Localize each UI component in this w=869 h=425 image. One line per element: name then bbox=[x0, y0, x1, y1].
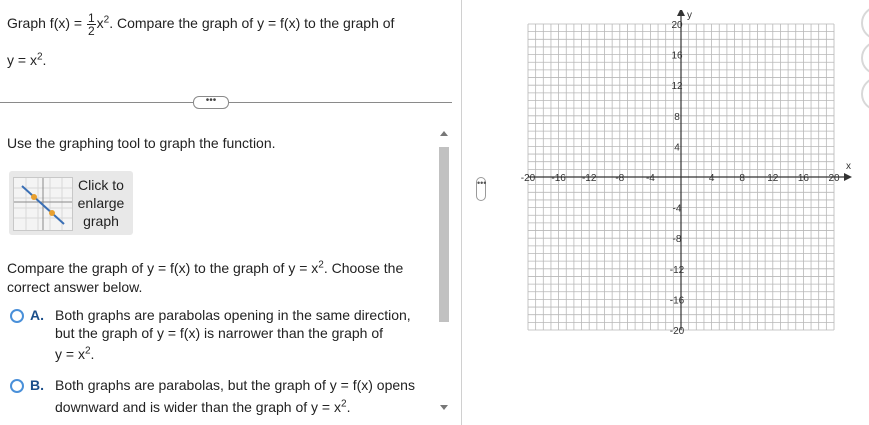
option-b-line2-text: downward and is wider than the graph of y = x bbox=[55, 399, 342, 415]
coordinate-graph[interactable] bbox=[518, 10, 858, 350]
enlarge-graph-label bbox=[75, 176, 127, 230]
question-text-line2 bbox=[7, 52, 46, 69]
graph-thumbnail-icon bbox=[14, 178, 72, 230]
x-axis-arrow bbox=[844, 173, 852, 181]
fraction-denominator: 2 bbox=[87, 24, 95, 38]
x-tick-label: -8 bbox=[615, 173, 625, 184]
instruction-text: Use the graphing tool to graph the function. bbox=[7, 135, 276, 151]
y-axis-arrow bbox=[677, 10, 685, 16]
option-a-line3[interactable] bbox=[55, 346, 94, 363]
enlarge-label-line3: graph bbox=[83, 213, 119, 229]
option-a-letter: A. bbox=[30, 307, 44, 323]
option-b-exponent: 2 bbox=[341, 398, 347, 410]
enlarge-graph-button[interactable] bbox=[9, 171, 133, 235]
scrollbar-thumb[interactable] bbox=[439, 147, 449, 322]
enlarge-label-line2: enlarge bbox=[77, 195, 125, 211]
option-a-line3-end: . bbox=[90, 346, 95, 362]
compare-line1: Compare the graph of y = f(x) to the graph of y = x bbox=[7, 260, 319, 276]
y-tick-label: 12 bbox=[671, 81, 683, 93]
compare-line1-end: . Choose the bbox=[323, 260, 404, 276]
option-a-exponent: 2 bbox=[84, 345, 91, 357]
question-exponent: 2 bbox=[103, 14, 110, 26]
question-suffix: . Compare the graph of y = f(x) to the graph of bbox=[109, 15, 395, 32]
graph-tick-labels bbox=[521, 20, 840, 337]
x-tick-label: 8 bbox=[739, 173, 745, 184]
option-b-line2[interactable] bbox=[55, 399, 350, 416]
option-b-line1[interactable]: Both graphs are parabolas, but the graph of y = f(x) opens bbox=[55, 377, 415, 393]
x-tick-label: -4 bbox=[645, 173, 655, 184]
compare-text-line2: correct answer below. bbox=[7, 279, 143, 295]
pane-separator bbox=[461, 0, 462, 425]
option-a-line3-text: y = x bbox=[55, 346, 85, 362]
question-variable: x bbox=[96, 15, 104, 32]
y-tick-label: 4 bbox=[674, 142, 680, 154]
question-line2: y = x bbox=[7, 52, 37, 68]
more-button[interactable]: ••• bbox=[193, 96, 229, 109]
option-b-radio[interactable] bbox=[10, 379, 24, 393]
y-tick-label: -16 bbox=[669, 295, 685, 307]
y-tick-label: -4 bbox=[672, 203, 682, 215]
y-tick-label: -12 bbox=[669, 264, 685, 276]
x-tick-label: 16 bbox=[797, 173, 809, 184]
x-tick-label: -12 bbox=[581, 173, 597, 184]
x-tick-label: -16 bbox=[551, 173, 566, 184]
option-b-line2-end: . bbox=[346, 399, 351, 415]
option-a-line2[interactable]: but the graph of y = f(x) is narrower than the graph of bbox=[55, 325, 384, 341]
edge-control-3[interactable] bbox=[861, 77, 869, 111]
y-tick-label: -20 bbox=[669, 326, 685, 337]
option-a-radio[interactable] bbox=[10, 309, 24, 323]
question-line2-exponent: 2 bbox=[36, 51, 43, 63]
enlarge-label-line1: Click to bbox=[78, 177, 124, 193]
x-axis-label: x bbox=[846, 161, 851, 172]
pane-splitter-handle[interactable]: ••• bbox=[476, 177, 486, 201]
y-tick-label: -8 bbox=[672, 234, 682, 246]
graph-thumbnail-image bbox=[13, 177, 73, 231]
option-a-line1[interactable]: Both graphs are parabolas opening in the same direction, bbox=[55, 307, 411, 323]
x-tick-label: -20 bbox=[520, 173, 536, 184]
x-tick-label: 4 bbox=[708, 173, 715, 184]
scroll-up-arrow[interactable] bbox=[440, 131, 448, 136]
question-line2-end: . bbox=[42, 52, 47, 68]
option-b-letter: B. bbox=[30, 377, 44, 393]
x-tick-label: 20 bbox=[828, 173, 840, 184]
question-prefix: Graph f(x) = bbox=[7, 15, 86, 32]
fraction-numerator: 1 bbox=[87, 11, 95, 25]
y-axis-label: y bbox=[687, 10, 692, 21]
x-tick-label: 12 bbox=[767, 173, 779, 184]
edge-control-2[interactable] bbox=[861, 41, 869, 75]
fraction bbox=[87, 12, 96, 37]
question-text bbox=[7, 12, 394, 37]
scroll-down-arrow[interactable] bbox=[440, 405, 448, 410]
y-tick-label: 16 bbox=[671, 50, 683, 62]
edge-control-1[interactable] bbox=[861, 6, 869, 40]
compare-line1-exponent: 2 bbox=[318, 259, 324, 271]
compare-text-line1 bbox=[7, 260, 403, 277]
y-tick-label: 8 bbox=[674, 111, 680, 123]
y-tick-label: 20 bbox=[671, 20, 683, 31]
